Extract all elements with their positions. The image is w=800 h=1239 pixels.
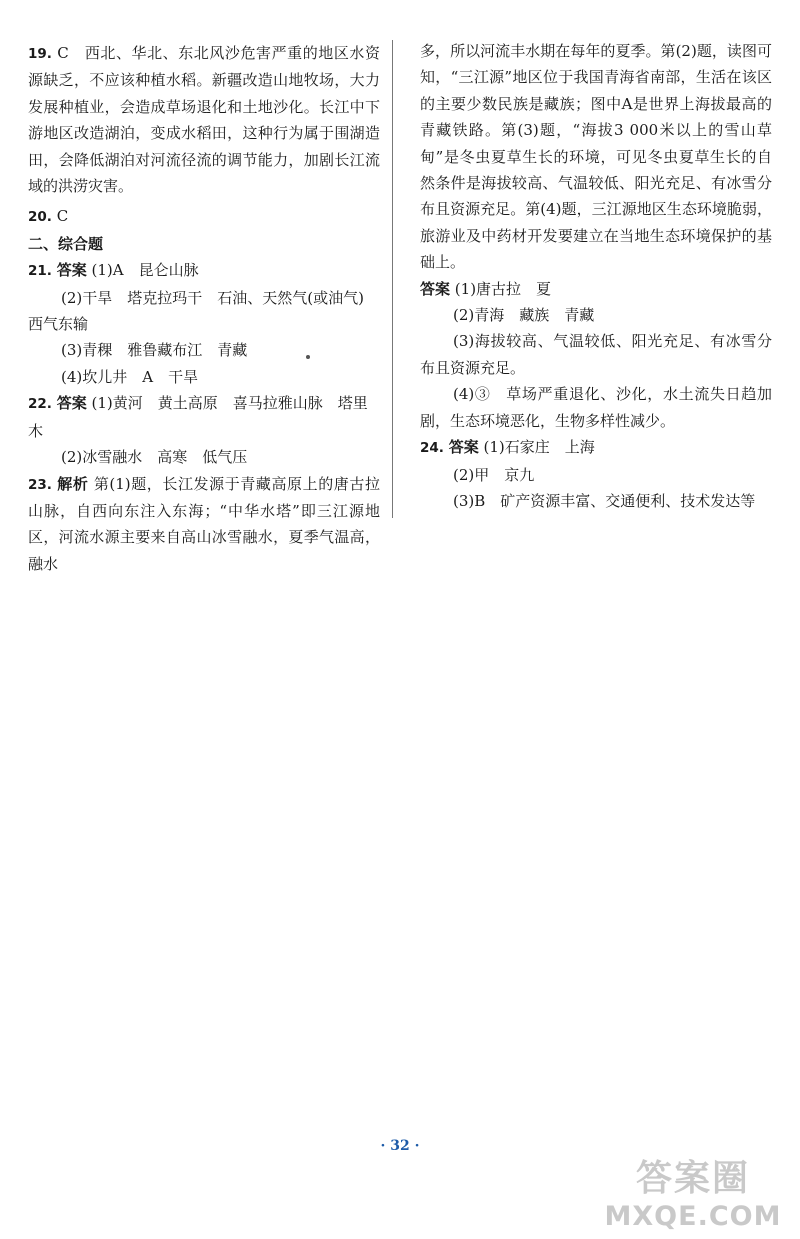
question-number: 23. [28, 476, 52, 493]
answer-label: 答案 [56, 261, 87, 280]
question-number: 19. [28, 46, 52, 62]
answer-line: (2)青海 藏族 青藏 [453, 306, 595, 325]
watermark-url: MXQE.COM [604, 1201, 782, 1232]
answer-line: (1)A 昆仑山脉 [91, 261, 199, 280]
watermark-title: 答案圈 [635, 1158, 750, 1199]
watermark-logo [598, 1150, 788, 1230]
answer-label: 答案 [448, 438, 479, 457]
analysis-text: 第(1)题，长江发源于青藏高原上的唐古拉山脉，自西向东注入东海；“中华水塔”即三江源地区，河流水源主要来自高山冰雪融水，夏季气温高，融水 [28, 474, 380, 573]
answer-text: C [56, 207, 69, 226]
answer-line: (4)坎儿井 A 干旱 [61, 367, 199, 386]
column-divider [392, 40, 393, 518]
question-number: 24. [420, 440, 444, 457]
question-22 [28, 390, 380, 470]
right-column [420, 38, 772, 514]
question-number: 22. [28, 396, 52, 413]
answer-line: (2)冰雪融水 高寒 低气压 [61, 448, 248, 467]
left-column [28, 40, 380, 577]
answer-label: 答案 [420, 279, 451, 298]
question-number: 20. [28, 209, 52, 226]
answer-line: (1)唐古拉 夏 [454, 279, 552, 298]
section-heading: 二、综合题 [28, 234, 104, 253]
scan-speck [306, 355, 310, 359]
answer-line: (1)黄河 黄土高原 喜马拉雅山脉 塔里木 [28, 394, 368, 440]
answer-line: (2)甲 京九 [453, 465, 535, 484]
answer-line: (4)③ 草场严重退化、沙化，水土流失日趋加剧，生态环境恶化，生物多样性减少。 [420, 385, 772, 430]
question-23 [28, 471, 380, 578]
analysis-continued: 多，所以河流丰水期在每年的夏季。第(2)题，读图可知，“三江源”地区位于我国青海省南部，生活在该区的主要少数民族是藏族；图中A是世界上海拔最高的青藏铁路。第(3)题，“海拔3 000米以上的雪山草甸”是冬虫夏草生长的环境，可见冬虫夏草生长的自然条件是海拔较高、气温较低、阳光充足、有冰雪分布且资源充足。第(4)题，三江源地区生态环境脆弱，旅游业及中药材开发要建立在当地生态环境保护的基础上。 [420, 42, 772, 272]
page-number: · 32 · [380, 1138, 420, 1154]
answer-text: C 西北、华北、东北风沙危害严重的地区水资源缺乏，不应该种植水稻。新疆改造山地牧场，大力发展种植业，会造成草场退化和土地沙化。长江中下游地区改造湖泊，变成水稻田，这种行为属于围湖造田，会降低湖泊对河流径流的调节能力，加剧长江流域的洪涝灾害。 [28, 44, 380, 196]
question-21 [28, 257, 380, 390]
answer-label: 答案 [56, 394, 87, 413]
answer-line: (1)石家庄 上海 [483, 438, 595, 457]
question-number: 21. [28, 263, 52, 280]
answer-line: (3)青稞 雅鲁藏布江 青藏 [61, 341, 248, 360]
question-19 [28, 40, 380, 199]
question-23-answer [420, 276, 772, 434]
answer-line: 西气东输 [28, 315, 89, 334]
answer-line: (3)B 矿产资源丰富、交通便利、技术发达等 [453, 491, 756, 510]
answer-line: (2)干旱 塔克拉玛干 石油、天然气(或油气) [61, 288, 364, 307]
answer-line: (3)海拔较高、气温较低、阳光充足、有冰雪分布且资源充足。 [420, 332, 772, 377]
question-24 [420, 434, 772, 514]
analysis-label: 解析 [57, 474, 89, 493]
question-20 [28, 203, 380, 230]
